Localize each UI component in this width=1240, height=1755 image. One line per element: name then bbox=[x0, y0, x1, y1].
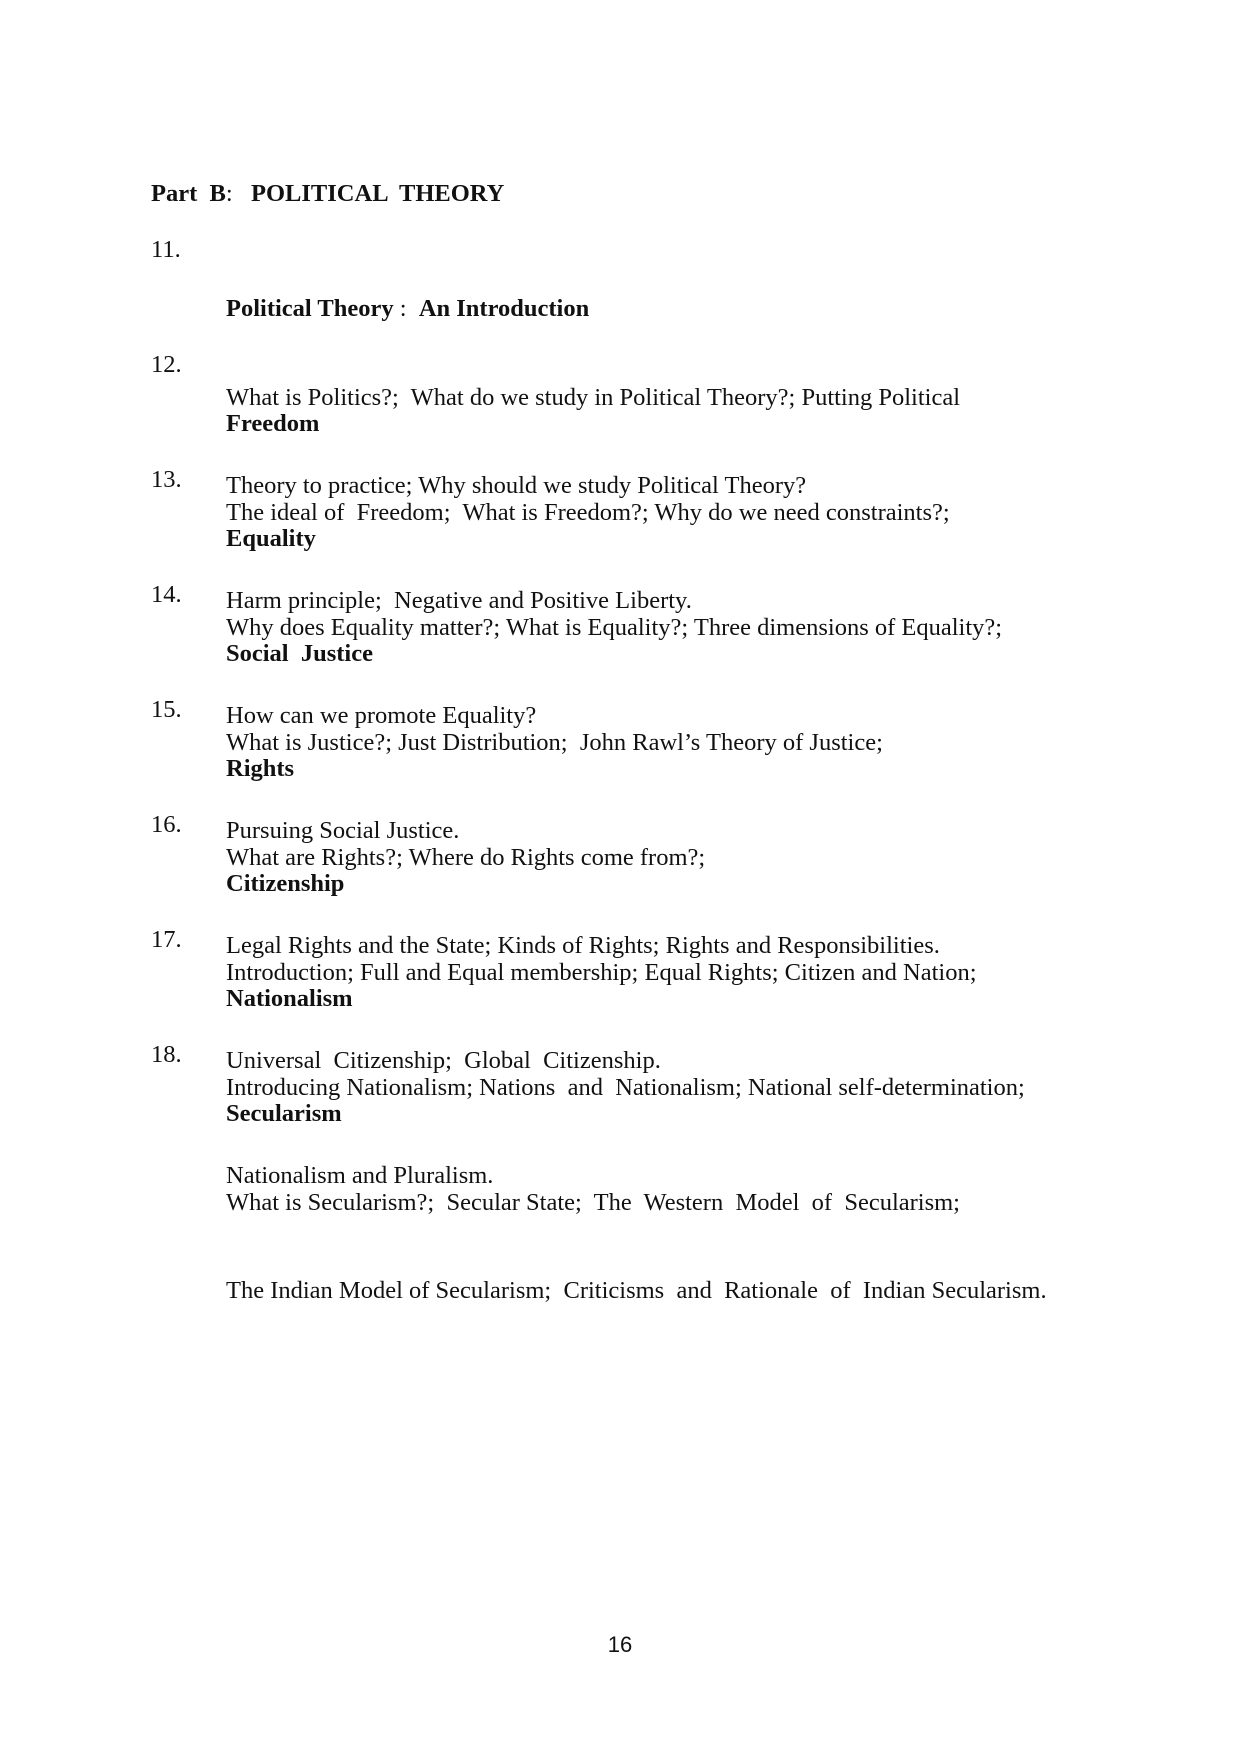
unit-title: Citizenship bbox=[226, 870, 345, 897]
unit-topic-line: What is Justice?; Just Distribution; John Rawl’s Theory of Justice; bbox=[226, 728, 883, 756]
unit-title: Social Justice bbox=[226, 640, 373, 667]
unit-topic-line: Harm principle; Negative and Positive Liberty. bbox=[226, 587, 692, 614]
unit-topic-line: Introduction; Full and Equal membership; Equal Rights; Citizen and Nation; bbox=[226, 958, 977, 986]
part-separator: : bbox=[225, 180, 233, 207]
unit-list bbox=[151, 235, 1151, 1304]
unit-topic-line: Theory to practice; Why should we study Political Theory? bbox=[226, 472, 807, 499]
unit-topic-line: The Indian Model of Secularism; Criticisms and Rationale of Indian Secularism. bbox=[226, 1277, 1047, 1304]
unit-title: Equality bbox=[226, 525, 316, 552]
unit-title: Rights bbox=[226, 755, 295, 782]
unit-title: Secularism bbox=[226, 1100, 342, 1127]
unit-topic-line: What is Secularism?; Secular State; The Western Model of Secularism; bbox=[226, 1188, 960, 1216]
unit-topic-line: Legal Rights and the State; Kinds of Rights; Rights and Responsibilities. bbox=[226, 932, 940, 959]
unit-title: Freedom bbox=[226, 410, 320, 437]
unit-topic-line: Nationalism and Pluralism. bbox=[226, 1162, 494, 1189]
unit-number: 12. bbox=[151, 351, 182, 378]
unit-topic-line: The ideal of Freedom; What is Freedom?; Why do we need constraints?; bbox=[226, 498, 950, 526]
unit-number: 14. bbox=[151, 581, 182, 608]
unit-topic-line: Pursuing Social Justice. bbox=[226, 817, 460, 844]
unit-number: 18. bbox=[151, 1041, 182, 1068]
unit-number: 17. bbox=[151, 926, 182, 953]
unit-body bbox=[226, 1040, 1047, 1365]
unit-topic-line: Universal Citizenship; Global Citizenship. bbox=[226, 1047, 661, 1074]
unit-title-separator: : bbox=[393, 295, 419, 322]
unit-title-main: Political Theory bbox=[226, 295, 394, 322]
part-label: Part B bbox=[151, 180, 226, 207]
unit-topic-line: Introducing Nationalism; Nations and Nationalism; National self-determination; bbox=[226, 1073, 1025, 1101]
unit-topic-line: What is Politics?; What do we study in Political Theory?; Putting Political bbox=[226, 383, 961, 411]
part-title: POLITICAL THEORY bbox=[251, 180, 505, 207]
part-heading bbox=[151, 178, 504, 210]
unit-topic-line: Why does Equality matter?; What is Equality?; Three dimensions of Equality?; bbox=[226, 613, 1003, 641]
unit-number: 13. bbox=[151, 466, 182, 493]
unit-title-suffix: An Introduction bbox=[418, 295, 590, 322]
unit-title bbox=[226, 294, 960, 324]
unit-number: 16. bbox=[151, 811, 182, 838]
unit-number: 15. bbox=[151, 696, 182, 723]
unit-topic-line: What are Rights?; Where do Rights come from?; bbox=[226, 843, 706, 871]
unit-topic-line: How can we promote Equality? bbox=[226, 702, 537, 729]
page-number: 16 bbox=[607, 1632, 633, 1657]
unit-number: 11. bbox=[151, 236, 181, 263]
unit-title: Nationalism bbox=[226, 985, 353, 1012]
